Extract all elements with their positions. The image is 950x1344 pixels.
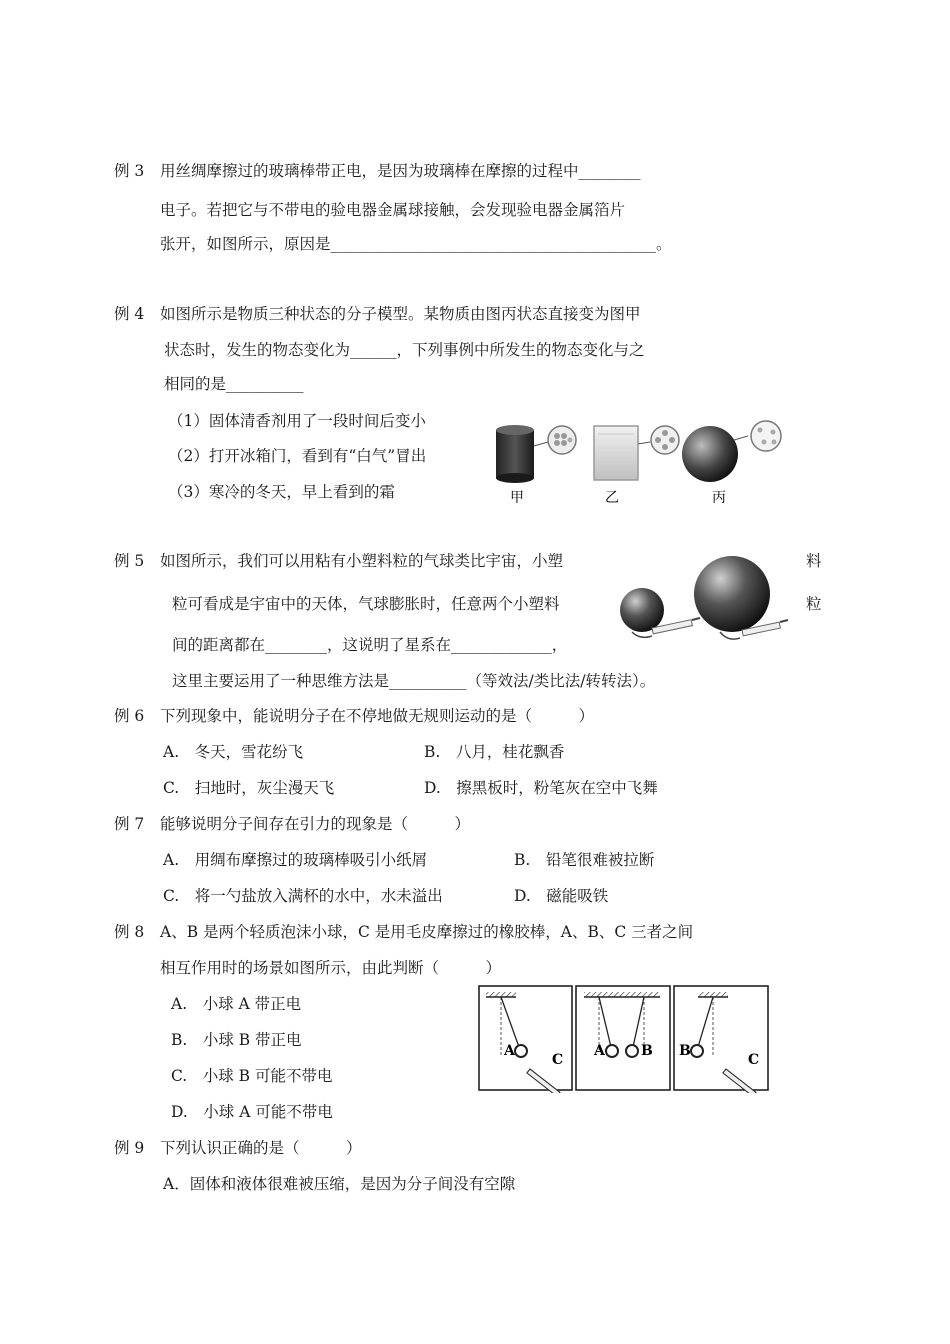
ex8-line1: A、B 是两个轻质泡沫小球，C 是用毛皮摩擦过的橡胶棒，A、B、C 三者之间	[160, 923, 694, 941]
liquid-beaker-icon	[594, 426, 679, 480]
ex5-line4: 这里主要运用了一种思维方法是__________（等效法/类比法/转转法）。	[172, 672, 656, 690]
ex7-option-b: B. 铅笔很难被拉断	[514, 851, 655, 869]
fig-label-bing: 丙	[712, 490, 726, 506]
ex8-option-c: C. 小球 B 可能不带电	[171, 1067, 333, 1085]
ex5-label: 例 5	[114, 552, 145, 570]
ex3-label: 例 3	[114, 162, 145, 180]
panel2-right-label: B	[641, 1043, 653, 1059]
panel-2	[576, 986, 670, 1090]
gas-balloon-icon	[682, 421, 781, 482]
ex8-option-b: B. 小球 B 带正电	[171, 1031, 302, 1049]
ex9-question: 下列认识正确的是（ ）	[160, 1139, 362, 1157]
ex6-option-d: D. 擦黑板时，粉笔灰在空中飞舞	[424, 779, 658, 797]
solid-cylinder-icon	[496, 425, 576, 483]
ex4-option-1: （1）固体清香剂用了一段时间后变小	[168, 412, 426, 430]
ex4-line3: 相同的是__________	[164, 375, 304, 393]
ex6-option-c: C. 扫地时，灰尘漫天飞	[163, 779, 335, 797]
ex6-label: 例 6	[114, 707, 145, 725]
states-of-matter-figure	[490, 412, 790, 512]
ex5-line3: 间的距离都在________，这说明了星系在_____________，	[172, 636, 568, 654]
ex3-line2: 电子。若把它与不带电的验电器金属球接触，会发现验电器金属箔片	[160, 201, 626, 219]
ex9-label: 例 9	[114, 1139, 145, 1157]
ex6-question: 下列现象中，能说明分子在不停地做无规则运动的是（ ）	[160, 707, 595, 725]
ex4-line1: 如图所示是物质三种状态的分子模型。某物质由图丙状态直接变为图甲	[160, 305, 641, 323]
panel2-left-label: A	[594, 1043, 605, 1059]
ex7-option-d: D. 磁能吸铁	[514, 887, 609, 905]
ex8-option-d: D. 小球 A 可能不带电	[171, 1103, 333, 1121]
panel3-ball-label: B	[679, 1043, 691, 1059]
ex5-line2-end: 粒	[806, 595, 822, 613]
ex6-option-a: A. 冬天，雪花纷飞	[163, 743, 304, 761]
ex8-line2: 相互作用时的场景如图所示，由此判断（ ）	[160, 959, 502, 977]
panel-3	[674, 986, 768, 1093]
ex8-option-a: A. 小球 A 带正电	[171, 995, 302, 1013]
ex7-option-a: A. 用绸布摩擦过的玻璃棒吸引小纸屑	[163, 851, 428, 869]
ex8-label: 例 8	[114, 923, 145, 941]
small-balloon-icon	[620, 588, 700, 637]
ex3-line3: 张开，如图所示，原因是__________________________________________。	[160, 235, 672, 253]
large-balloon-icon	[694, 556, 788, 639]
fig-label-yi: 乙	[605, 490, 619, 506]
ex4-line2: 状态时，发生的物态变化为______，下列事例中所发生的物态变化与之	[164, 341, 645, 359]
ex5-line2: 粒可看成是宇宙中的天体，气球膨胀时，任意两个小塑料	[172, 595, 560, 613]
ex4-option-2: （2）打开冰箱门，看到有“白气”冒出	[168, 447, 427, 465]
ex7-label: 例 7	[114, 815, 145, 833]
ex6-option-b: B. 八月，桂花飘香	[424, 743, 565, 761]
ex5-line1: 如图所示，我们可以用粘有小塑料粒的气球类比宇宙，小塑	[160, 552, 564, 570]
fig-label-jia: 甲	[510, 490, 524, 506]
ex7-option-c: C. 将一勺盐放入满杯的水中，水未溢出	[163, 887, 443, 905]
panel3-rod-label: C	[748, 1052, 760, 1068]
ex5-line1-end: 料	[806, 552, 822, 570]
panel1-rod-label: C	[552, 1052, 564, 1068]
ex7-question: 能够说明分子间存在引力的现象是（ ）	[160, 815, 471, 833]
ex4-label: 例 4	[114, 305, 145, 323]
balloon-expansion-figure	[612, 548, 797, 648]
panel1-ball-label: A	[504, 1043, 515, 1059]
pendulum-interaction-figure	[478, 985, 770, 1093]
panel-1	[479, 986, 572, 1093]
ex9-option-a: A．固体和液体很难被压缩，是因为分子间没有空隙	[163, 1175, 516, 1193]
ex4-option-3: （3）寒冷的冬天，早上看到的霜	[168, 483, 395, 501]
ex3-line1: 用丝绸摩擦过的玻璃棒带正电，是因为玻璃棒在摩擦的过程中________	[160, 162, 641, 180]
